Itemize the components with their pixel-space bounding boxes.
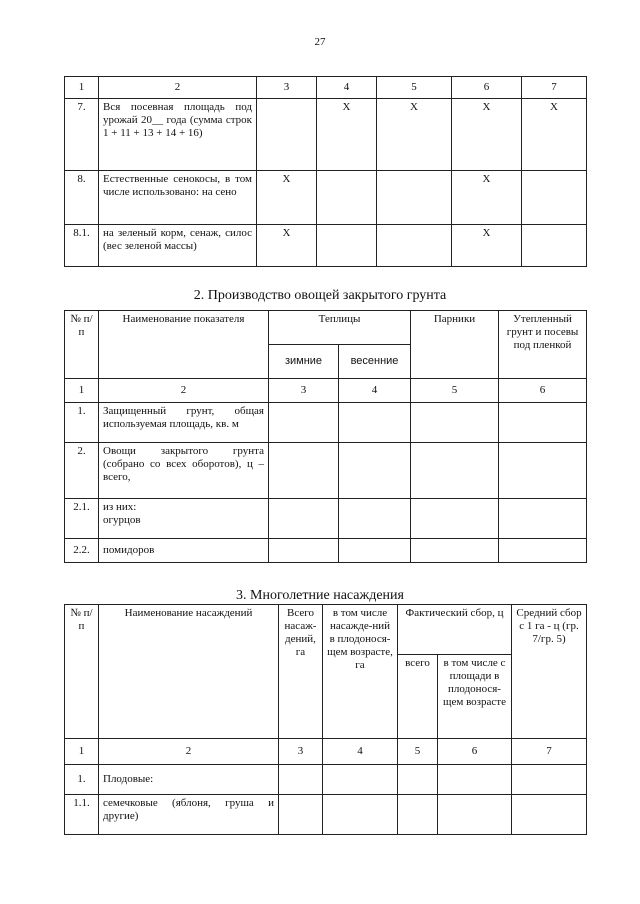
row-number: 7.	[65, 99, 99, 171]
table-header-row	[65, 739, 587, 765]
section-title: 2. Производство овощей закрытого грунта	[193, 288, 447, 303]
header-number: № п/п	[65, 605, 99, 739]
header-film: Утепленный грунт и посевы под пленкой	[499, 311, 587, 379]
col-number: 1	[65, 77, 99, 99]
row-number: 8.1.	[65, 225, 99, 267]
col-number: 3	[269, 379, 339, 403]
row-label: Защищенный грунт, общая используемая площадь, кв. м	[99, 403, 269, 443]
section-title: 3. Многолетние насаждения	[236, 588, 404, 603]
col-number: 5	[411, 379, 499, 403]
table-header-row	[65, 605, 587, 655]
row-label-line: из них:	[103, 501, 137, 513]
col-number: 2	[99, 379, 269, 403]
table-cell: X	[317, 99, 377, 171]
header-indicator: Наименование показателя	[99, 311, 269, 379]
table-row	[65, 99, 587, 171]
row-number: 2.1.	[65, 499, 99, 539]
table-cell	[522, 171, 587, 225]
col-number: 1	[65, 379, 99, 403]
col-number: 6	[438, 739, 512, 765]
table-header-row	[65, 311, 587, 345]
row-number: 8.	[65, 171, 99, 225]
header-winter: зимние	[269, 345, 339, 379]
table-cell: X	[377, 99, 452, 171]
col-number: 7	[522, 77, 587, 99]
table-row	[65, 499, 587, 539]
table-row	[65, 765, 587, 795]
row-number: 1.	[65, 403, 99, 443]
table-row	[65, 539, 587, 563]
table-cell: X	[257, 171, 317, 225]
col-number: 1	[65, 739, 99, 765]
table-cell: X	[522, 99, 587, 171]
table-cell	[317, 171, 377, 225]
col-number: 3	[257, 77, 317, 99]
row-label: Плодовые:	[99, 765, 279, 795]
row-label: Естественные сенокосы, в том числе использовано: на сено	[99, 171, 257, 225]
header-from-bearing: в том числе с площади в плодонося-щем возрасте	[438, 655, 512, 739]
table-cell	[522, 225, 587, 267]
row-number: 1.	[65, 765, 99, 795]
col-number: 2	[99, 77, 257, 99]
col-number: 5	[398, 739, 438, 765]
table-cell	[257, 99, 317, 171]
greenhouse-vegetables-table	[64, 310, 587, 563]
table-row	[65, 795, 587, 835]
header-all: всего	[398, 655, 438, 739]
col-number: 5	[377, 77, 452, 99]
table-row	[65, 225, 587, 267]
sown-area-table	[64, 76, 587, 267]
header-spring: весенние	[339, 345, 411, 379]
header-total: Всего насаж-дений, га	[279, 605, 323, 739]
table-cell: X	[257, 225, 317, 267]
table-cell: X	[452, 225, 522, 267]
table-cell: X	[452, 99, 522, 171]
header-number: № п/п	[65, 311, 99, 379]
header-greenhouses: Теплицы	[269, 311, 411, 345]
table-cell: X	[452, 171, 522, 225]
row-number: 1.1.	[65, 795, 99, 835]
col-number: 4	[323, 739, 398, 765]
header-plantings: Наименование насаждений	[99, 605, 279, 739]
header-actual-yield: Фактический сбор, ц	[398, 605, 512, 655]
table-row	[65, 443, 587, 499]
header-average-yield: Средний сбор с 1 га - ц (гр. 7/гр. 5)	[512, 605, 587, 739]
col-number: 6	[452, 77, 522, 99]
table-row	[65, 171, 587, 225]
row-number: 2.2.	[65, 539, 99, 563]
page-number: 27	[314, 36, 326, 48]
col-number: 4	[339, 379, 411, 403]
col-number: 7	[512, 739, 587, 765]
row-label: на зеленый корм, сенаж, силос (вес зеленой массы)	[99, 225, 257, 267]
row-label	[99, 499, 269, 539]
col-number: 6	[499, 379, 587, 403]
row-number: 2.	[65, 443, 99, 499]
table-cell	[317, 225, 377, 267]
header-bearing: в том числе насажде-ний в плодонося-щем возрасте, га	[323, 605, 398, 739]
table-row	[65, 403, 587, 443]
row-label: помидоров	[99, 539, 269, 563]
table-cell	[377, 171, 452, 225]
header-hotbeds: Парники	[411, 311, 499, 379]
col-number: 2	[99, 739, 279, 765]
row-label-line: огурцов	[103, 514, 141, 526]
table-cell	[377, 225, 452, 267]
row-label: Вся посевная площадь под урожай 20__ года (сумма строк 1 + 11 + 13 + 14 + 16)	[99, 99, 257, 171]
row-label: Овощи закрытого грунта (собрано со всех оборотов), ц – всего,	[99, 443, 269, 499]
col-number: 4	[317, 77, 377, 99]
table-header-row	[65, 77, 587, 99]
col-number: 3	[279, 739, 323, 765]
table-header-row	[65, 379, 587, 403]
perennial-plantings-table	[64, 604, 587, 835]
row-label: семечковые (яблоня, груша и другие)	[99, 795, 279, 835]
